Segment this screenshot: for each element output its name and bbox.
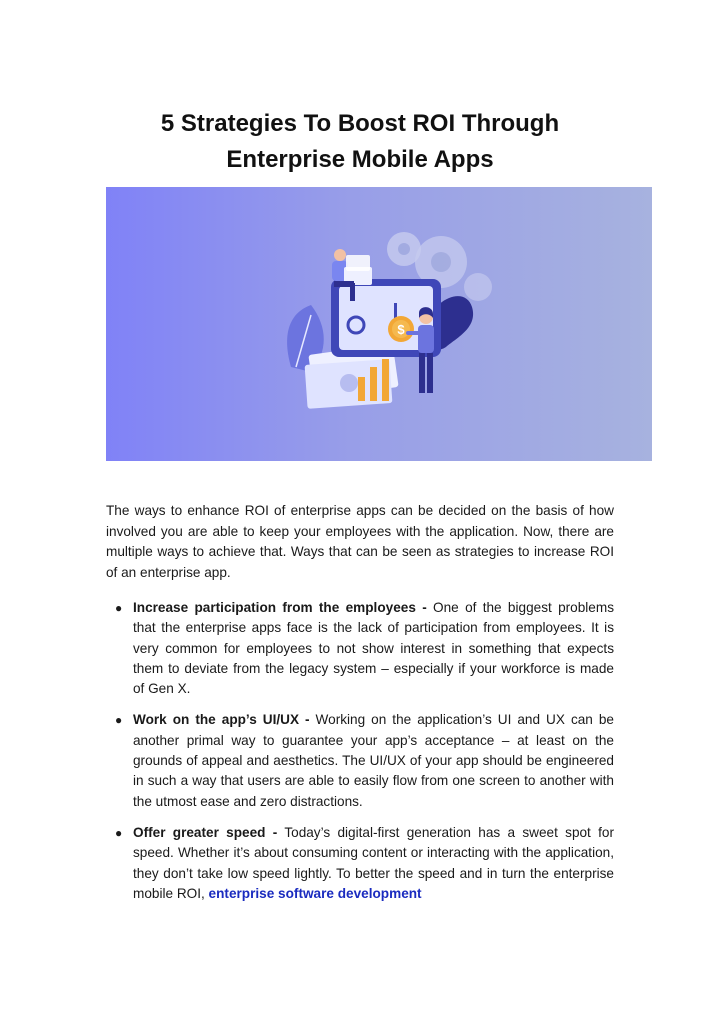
hero-illustration (106, 187, 652, 461)
title-line-1: 5 Strategies To Boost ROI Through (160, 110, 560, 137)
list-item (106, 710, 614, 811)
bar (370, 367, 377, 401)
intro-paragraph: The ways to enhance ROI of enterprise apps can be decided on the basis of how involved you are able to keep your employees with the application. Now, there are multiple ways to achieve that. Ways that can be seen as strategies to increase ROI of an enterprise app. (106, 503, 614, 580)
bullet-icon: ● (115, 713, 123, 728)
bar (358, 377, 365, 401)
page-title (0, 106, 720, 178)
list-item-heading: Increase participation from the employees - (133, 600, 427, 615)
list-item-text: One of the biggest problems that the enterprise apps face is the lack of participation from employees. It is very common for employees to not show interest in something that expects them to deviate from the legacy system – especially if your workforce is made of Gen X. (133, 600, 614, 697)
card (346, 255, 370, 271)
list-item-heading: Work on the app’s UI/UX - (133, 712, 310, 728)
list-item-text: Working on the application’s UI and UX can be another primal way to guarantee your app’s acceptance – at least on the grounds of appeal and aesthetics. The UI/UX of your app should be engineered in such a way that users are able to easily flow from one screen to another with the utmost ease and zero distractions. (133, 712, 614, 809)
gear-icon (387, 232, 421, 266)
gear-icon (464, 273, 492, 301)
list-item-text: Today’s digital-first generation has a sweet spot for speed. Whether it’s about consuming content or interacting with the application, they don’t take low speed lightly. To better the speed and in turn the enterprise mobile ROI, (133, 824, 614, 901)
roi-illustration (106, 187, 652, 461)
list-item (106, 598, 614, 699)
list-item (106, 823, 614, 904)
title-line-2: Enterprise Mobile Apps (226, 146, 494, 173)
enterprise-software-development-link[interactable]: enterprise software development (208, 885, 422, 901)
coin-symbol: $ (397, 322, 405, 337)
bullet-icon: ● (115, 825, 123, 840)
bar (382, 359, 389, 401)
bullet-icon: ● (115, 601, 123, 615)
strategy-list (106, 598, 614, 904)
list-item-heading: Offer greater speed - (133, 824, 278, 840)
